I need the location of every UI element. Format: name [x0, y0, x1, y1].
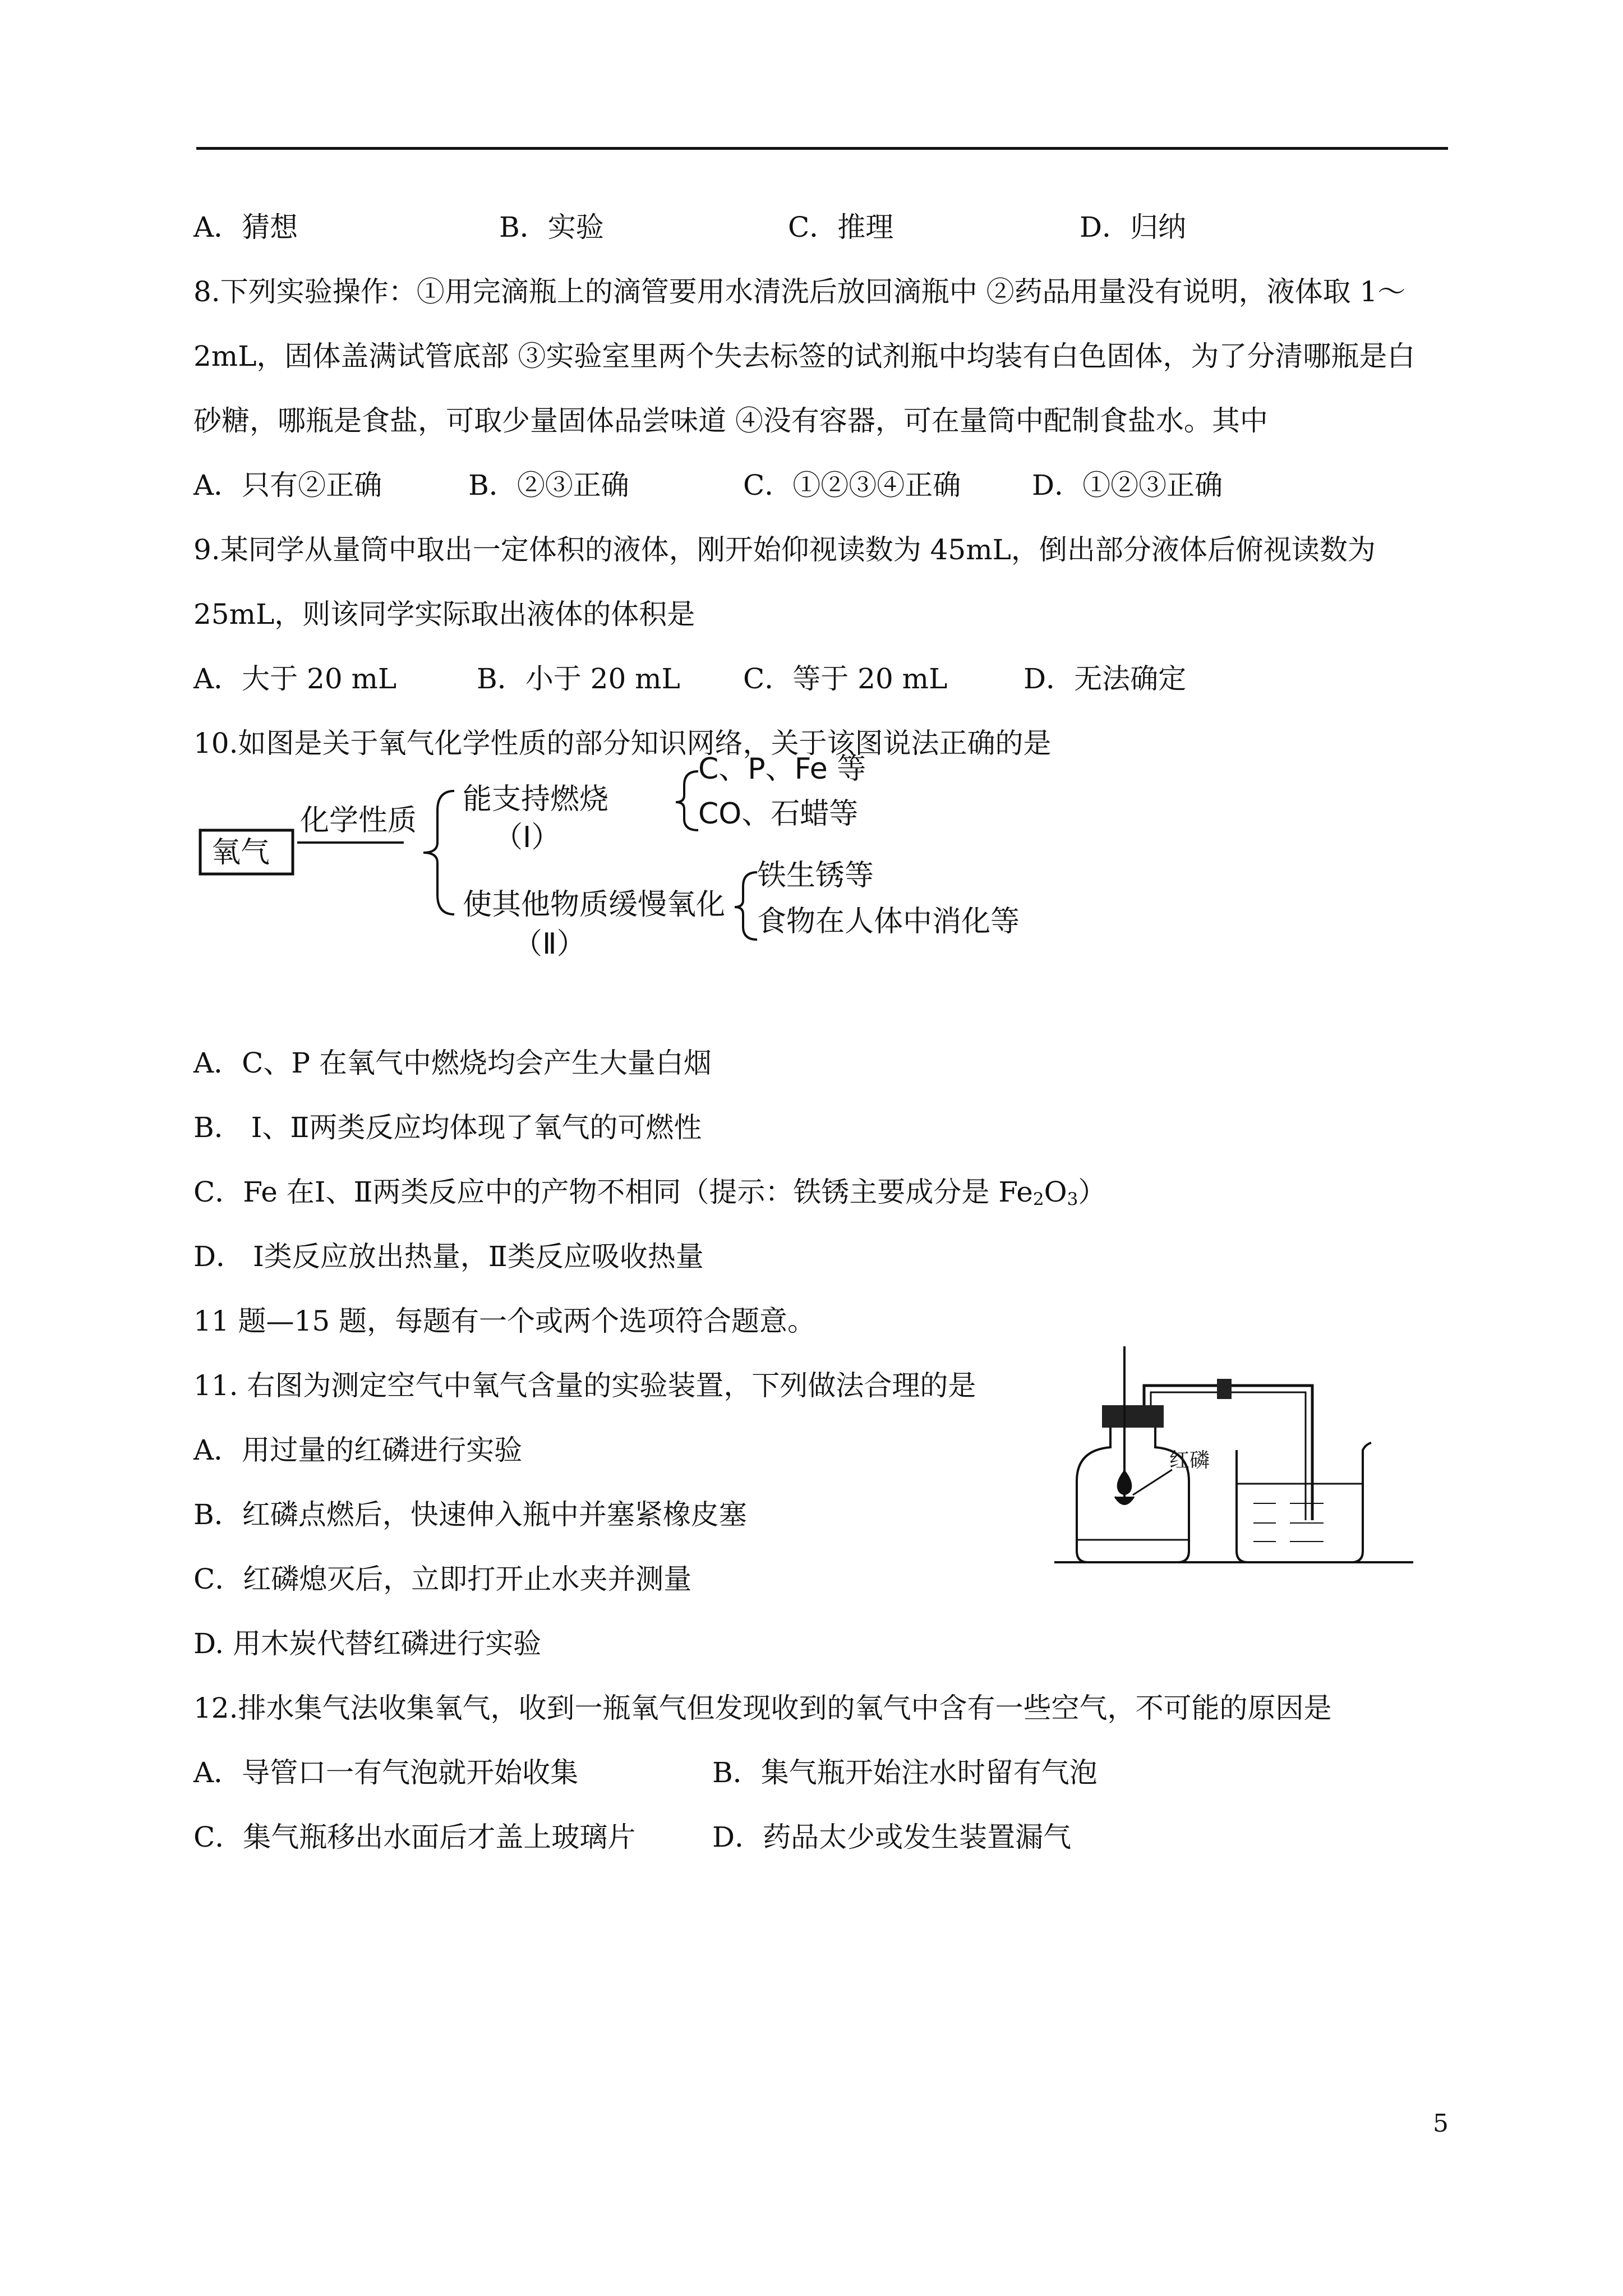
- q9-option-a: A．大于 20 mL: [193, 662, 397, 695]
- q7-option-a: A．猜想: [193, 211, 298, 243]
- q11-option-d: D. 用木炭代替红磷进行实验: [193, 1627, 542, 1660]
- formula-o: O: [1044, 1176, 1067, 1208]
- q9-stem-line1: 9.某同学从量筒中取出一定体积的液体，刚开始仰视读数为 45mL，倒出部分液体后俯视读数为: [193, 533, 1376, 566]
- q12-option-c: C．集气瓶移出水面后才盖上玻璃片: [193, 1821, 636, 1853]
- header-rule: [196, 147, 1448, 150]
- diagram-branch1-item2: CO、石蜡等: [698, 797, 859, 831]
- diagram-main-brace: [423, 791, 454, 914]
- q12-option-b: B．集气瓶开始注水时留有气泡: [712, 1756, 1098, 1789]
- diagram-branch1-brace: [676, 771, 698, 830]
- q11-stem: 11. 右图为测定空气中氧气含量的实验装置，下列做法合理的是: [193, 1369, 976, 1402]
- q10-option-a: A．C、P 在氧气中燃烧均会产生大量白烟: [193, 1047, 712, 1079]
- q8-option-a: A．只有②正确: [193, 469, 382, 501]
- beaker: [1237, 1443, 1371, 1562]
- diagram-root-label: 氧气: [211, 836, 270, 869]
- formula-subscript-3: 3: [1067, 1189, 1078, 1210]
- red-phosphorus-pointer: [1133, 1470, 1172, 1495]
- diagram-branch2-item2: 食物在人体中消化等: [757, 905, 1020, 938]
- q8-stem-line1: 8.下列实验操作：①用完滴瓶上的滴管要用水清洗后放回滴瓶中 ②药品用量没有说明，液体取 1～: [193, 275, 1406, 308]
- q12-option-d: D．药品太少或发生装置漏气: [712, 1821, 1072, 1853]
- formula-close: ）: [1078, 1176, 1106, 1208]
- q10-option-c: [193, 1175, 1106, 1216]
- q9-option-b: B．小于 20 mL: [477, 662, 680, 695]
- q11-option-a: A．用过量的红磷进行实验: [193, 1434, 523, 1466]
- q9-option-d: D．无法确定: [1023, 662, 1187, 695]
- q8-stem-line2: 2mL，固体盖满试管底部 ③实验室里两个失去标签的试剂瓶中均装有白色固体，为了分清哪瓶是白: [193, 340, 1415, 372]
- combustion-spoon: [1115, 1497, 1134, 1504]
- diagram-branch2-tag: （Ⅱ）: [513, 927, 586, 961]
- q10-stem: 10.如图是关于氧气化学性质的部分知识网络，关于该图说法正确的是: [193, 727, 1052, 760]
- oxygen-property-diagram: [193, 746, 1102, 982]
- q7-option-b: B．实验: [499, 211, 604, 243]
- diagram-branch2-label: 使其他物质缓慢氧化: [463, 888, 726, 922]
- red-phosphorus-label: 红磷: [1169, 1449, 1210, 1472]
- page-number: 5: [1433, 2109, 1449, 2138]
- q7-option-d: D．归纳: [1080, 211, 1187, 243]
- q9-option-c: C．等于 20 mL: [743, 662, 948, 695]
- q8-option-c: C．①②③④正确: [743, 469, 961, 501]
- oxygen-measurement-apparatus: [1054, 1335, 1436, 1576]
- q7-option-c: C．推理: [788, 211, 894, 243]
- diagram-branch1-item1: C、P、Fe 等: [698, 752, 866, 786]
- q10-option-c-text: C．Fe 在Ⅰ、Ⅱ两类反应中的产物不相同（提示：铁锈主要成分是 Fe: [193, 1176, 1033, 1208]
- diagram-branch2-brace: [735, 872, 757, 940]
- diagram-edge-label: 化学性质: [300, 804, 417, 838]
- section-note: 11 题—15 题，每题有一个或两个选项符合题意。: [193, 1305, 816, 1337]
- q12-stem: 12.排水集气法收集氧气，收到一瓶氧气但发现收到的氧气中含有一些空气，不可能的原因是: [193, 1692, 1332, 1724]
- q11-option-c: C．红磷熄灭后，立即打开止水夹并测量: [193, 1563, 692, 1595]
- formula-subscript-2: 2: [1032, 1189, 1044, 1210]
- diagram-branch2-item1: 铁生锈等: [757, 859, 874, 892]
- q8-option-d: D．①②③正确: [1032, 469, 1223, 501]
- water-stop-clamp: [1217, 1379, 1232, 1399]
- q8-stem-line3: 砂糖，哪瓶是食盐，可取少量固体品尝味道 ④没有容器，可在量筒中配制食盐水。其中: [193, 404, 1268, 437]
- diagram-branch1-label: 能支持燃烧: [463, 783, 609, 816]
- rubber-stopper: [1102, 1405, 1164, 1428]
- q9-stem-line2: 25mL，则该同学实际取出液体的体积是: [193, 598, 695, 631]
- flame-icon: [1117, 1470, 1132, 1495]
- q11-option-b: B．红磷点燃后，快速伸入瓶中并塞紧橡皮塞: [193, 1498, 747, 1531]
- diagram-branch1-tag: （Ⅰ）: [494, 821, 561, 854]
- q10-option-d: D． Ⅰ类反应放出热量，Ⅱ类反应吸收热量: [193, 1240, 704, 1273]
- q10-option-b: B． Ⅰ、Ⅱ两类反应均体现了氧气的可燃性: [193, 1111, 702, 1144]
- q12-option-a: A．导管口一有气泡就开始收集: [193, 1756, 579, 1789]
- q8-option-b: B．②③正确: [468, 469, 629, 501]
